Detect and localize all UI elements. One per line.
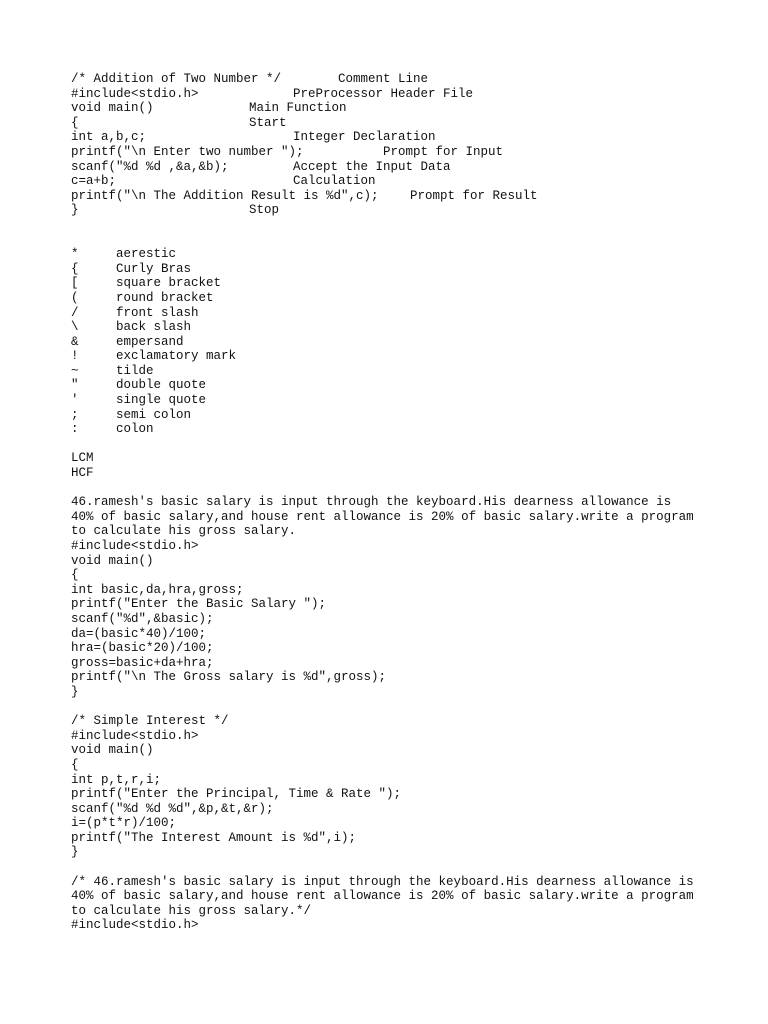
code-line: c=a+b; Calculation [71,174,376,189]
code-line: int basic,da,hra,gross; [71,582,244,597]
list-item: " double quote [71,378,207,393]
terms-list [71,451,711,480]
list-item: & empersand [71,334,184,349]
code-line: 40% of basic salary,and house rent allowance is 20% of basic salary.write a program [71,509,694,524]
spacer [71,437,711,452]
code-line: #include<stdio.h> [71,918,199,933]
list-item: ! exclamatory mark [71,349,237,364]
code-line: int a,b,c; Integer Declaration [71,130,436,145]
list-item: { Curly Bras [71,261,192,276]
symbol-list [71,247,711,437]
code-line: { [71,757,79,772]
code-line: void main() Main Function [71,101,347,116]
code-line: /* Addition of Two Number */ Comment Line [71,72,429,86]
code-line: printf("\n The Gross salary is %d",gross); [71,670,387,685]
addition-program [71,72,711,218]
list-item: * aerestic [71,247,177,262]
code-line: } Stop [71,203,280,218]
code-line: printf("\n Enter two number "); Prompt for Input [71,144,504,159]
spacer [71,481,711,496]
spacer [71,700,711,715]
code-line: hra=(basic*20)/100; [71,641,214,656]
salary-comment-block [71,875,711,933]
list-item: ; semi colon [71,407,192,422]
code-line: 46.ramesh's basic salary is input through the keyboard.His dearness allowance is [71,495,672,510]
document-page [71,72,711,933]
list-item: ( round bracket [71,290,214,305]
list-item: / front slash [71,305,199,320]
code-line: to calculate his gross salary.*/ [71,903,312,918]
list-item: ~ tilde [71,363,154,378]
code-line: scanf("%d %d %d",&p,&t,&r); [71,801,274,816]
code-line: to calculate his gross salary. [71,524,297,539]
list-item: HCF [71,466,94,481]
code-line: } [71,684,79,699]
code-line: /* 46.ramesh's basic salary is input through the keyboard.His dearness allowance is [71,874,694,889]
code-line: #include<stdio.h> [71,728,199,743]
interest-program [71,714,711,860]
code-line: printf("Enter the Principal, Time & Rate "); [71,787,402,802]
code-line: { [71,568,79,583]
code-line: printf("\n The Addition Result is %d",c); Prompt for Result [71,188,538,203]
code-line: void main() [71,743,154,758]
code-line: } [71,845,79,860]
code-line: #include<stdio.h> PreProcessor Header File [71,86,474,101]
code-line: 40% of basic salary,and house rent allowance is 20% of basic salary.write a program [71,889,694,904]
code-line: #include<stdio.h> [71,539,199,553]
code-line: da=(basic*40)/100; [71,626,207,641]
code-line: /* Simple Interest */ [71,714,229,729]
list-item: : colon [71,422,154,437]
list-item: \ back slash [71,320,192,335]
code-line: scanf("%d",&basic); [71,611,214,626]
code-line: gross=basic+da+hra; [71,655,214,670]
code-line: scanf("%d %d ,&a,&b); Accept the Input Data [71,159,451,174]
code-line: int p,t,r,i; [71,772,162,787]
code-line: void main() [71,553,154,568]
code-line: printf("Enter the Basic Salary "); [71,597,327,612]
list-item: LCM [71,451,94,466]
code-line: printf("The Interest Amount is %d",i); [71,830,357,845]
salary-program [71,495,711,699]
spacer [71,860,711,875]
code-line: { Start [71,115,287,130]
code-line: i=(p*t*r)/100; [71,816,177,831]
spacer [71,218,711,247]
list-item: ' single quote [71,393,207,408]
list-item: [ square bracket [71,276,222,291]
